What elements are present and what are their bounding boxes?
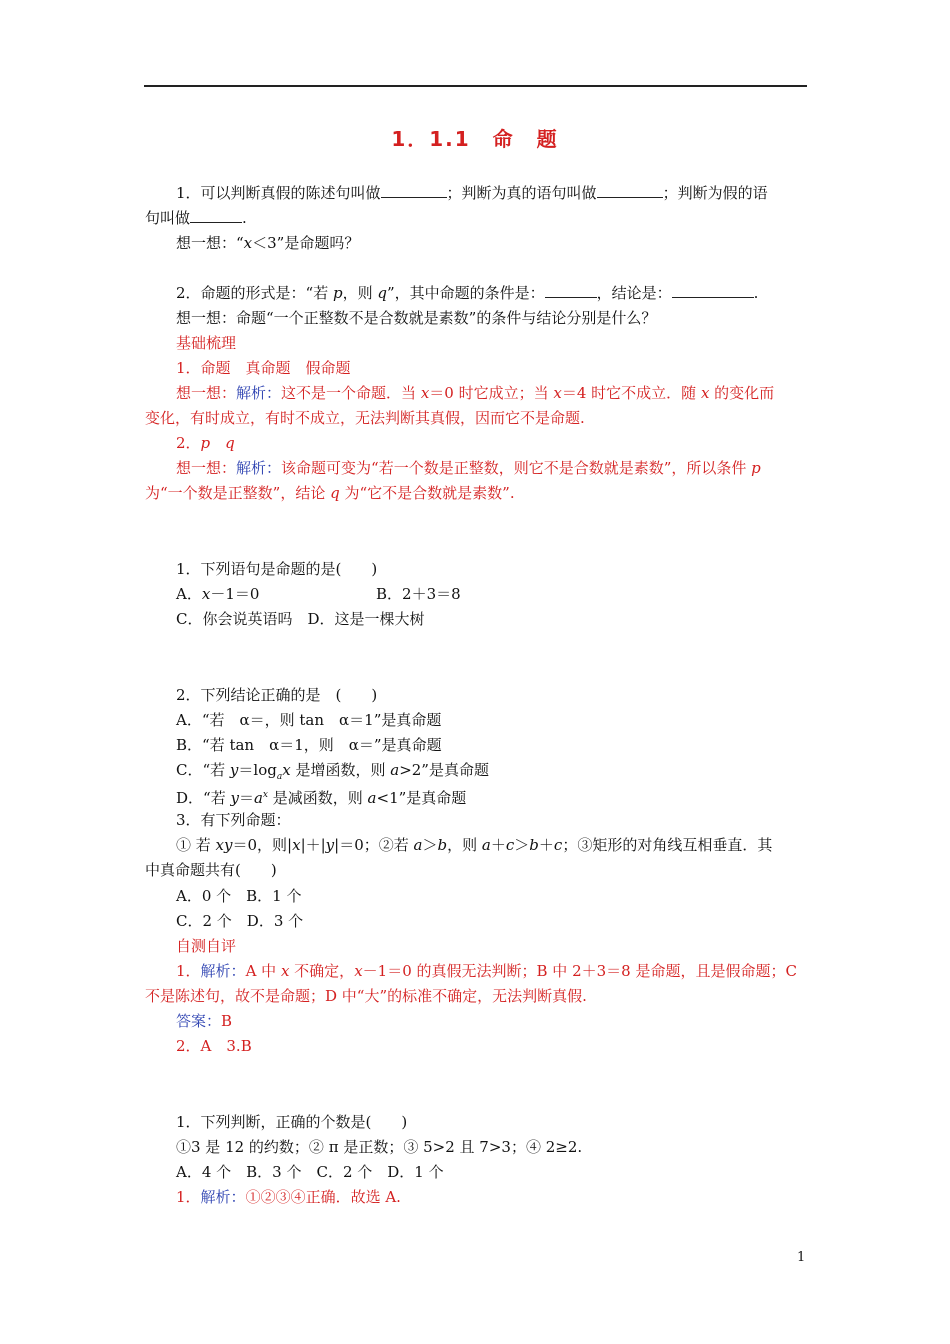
header-rule [144, 85, 807, 87]
test-q2-option-d: D．“若 $y=a^x$ 是减函数，则 a<1”是真命题 [176, 789, 467, 807]
test-q3-options-cd: C．2 个 D．3 个 [176, 912, 304, 930]
test-q1-options-cd: C．你会说英语吗 D．这是一棵大树 [176, 610, 425, 628]
test-q1: 1．下列语句是命题的是( ) [176, 560, 378, 578]
intro-q1-line2: 句叫做 . [145, 209, 247, 227]
intro-think2: 想一想：命题“一个正整数不是合数就是素数”的条件与结论分别是什么？ [176, 309, 657, 327]
extra-answer: 1．解析：①②③④正确．故选 A. [176, 1188, 401, 1206]
review-think1-line2: 变化，有时成立，有时不成立，无法判断其真假，因而它不是命题. [145, 409, 585, 427]
intro-think1: 想一想：“x＜3”是命题吗？ [176, 234, 360, 252]
extra-q1-options: A．4 个 B．3 个 C．2 个 D．1 个 [176, 1163, 444, 1181]
blank [190, 208, 242, 223]
page-title: 1．1.1 命 题 [391, 127, 559, 151]
blank [545, 283, 597, 298]
review-heading: 基础梳理 [176, 334, 237, 352]
page-number: 1 [797, 1250, 806, 1265]
test-q3-statements: ① 若 xy＝0，则|x|＋|y|＝0；②若 a＞b，则 a＋c＞b＋c；③矩形的对角线互相垂直．其 [176, 836, 773, 854]
self-review-answer: 答案：B [176, 1012, 233, 1030]
test-q2-option-a: A．“若 α＝，则 tan α＝1”是真命题 [176, 711, 442, 729]
test-q3: 3．有下列命题： [176, 811, 291, 829]
self-review-answers-23: 2．A 3.B [176, 1037, 252, 1055]
review-think2-line2: 为“一个数是正整数”，结论 q 为“它不是合数就是素数”. [145, 484, 515, 502]
test-q1-option-a: A．x－1＝0 [176, 585, 260, 603]
review-answer2: 2．p q [176, 434, 235, 452]
intro-q1-line1: 1．可以判断真假的陈述句叫做 ；判断为真的语句叫做 ；判断为假的语 [176, 184, 768, 202]
test-q2-option-b: B．“若 tan α＝1，则 α＝”是真命题 [176, 736, 442, 754]
review-think2-line1: 想一想：解析：该命题可变为“若一个数是正整数，则它不是合数就是素数”，所以条件 p [176, 459, 761, 477]
blank [672, 283, 754, 298]
extra-q1: 1．下列判断，正确的个数是( ) [176, 1113, 408, 1131]
self-review-heading: 自测自评 [176, 937, 237, 955]
self-review-s1-line2: 不是陈述句，故不是命题；D 中“大”的标准不确定，无法判断真假. [145, 987, 587, 1005]
review-answer1: 1．命题 真命题 假命题 [176, 359, 351, 377]
test-q1-option-b: B．2＋3＝8 [376, 585, 461, 603]
test-q3-options-ab: A．0 个 B．1 个 [176, 887, 302, 905]
blank [381, 183, 447, 198]
intro-q2: 2．命题的形式是：“若 p，则 q”，其中命题的条件是： ，结论是： . [176, 284, 759, 302]
self-review-s1-line1: 1．解析：A 中 x 不确定，x－1＝0 的真假无法判断；B 中 2＋3＝8 是命题，且是假命题；C [176, 962, 797, 980]
extra-q1-items: ①3 是 12 的约数；② π 是正数；③ 5>2 且 7>3；④ 2≥2. [176, 1138, 583, 1156]
test-q2: 2．下列结论正确的是 ( ) [176, 686, 378, 704]
blank [597, 183, 663, 198]
test-q3-line2: 中真命题共有( ) [145, 861, 277, 879]
review-think1-line1: 想一想：解析：这不是一个命题．当 x＝0 时它成立；当 x＝4 时它不成立．随 x 的变化而 [176, 384, 775, 402]
test-q2-option-c: C．“若 $y=\log_ax$ 是增函数，则 a>2”是真命题 [176, 761, 489, 782]
